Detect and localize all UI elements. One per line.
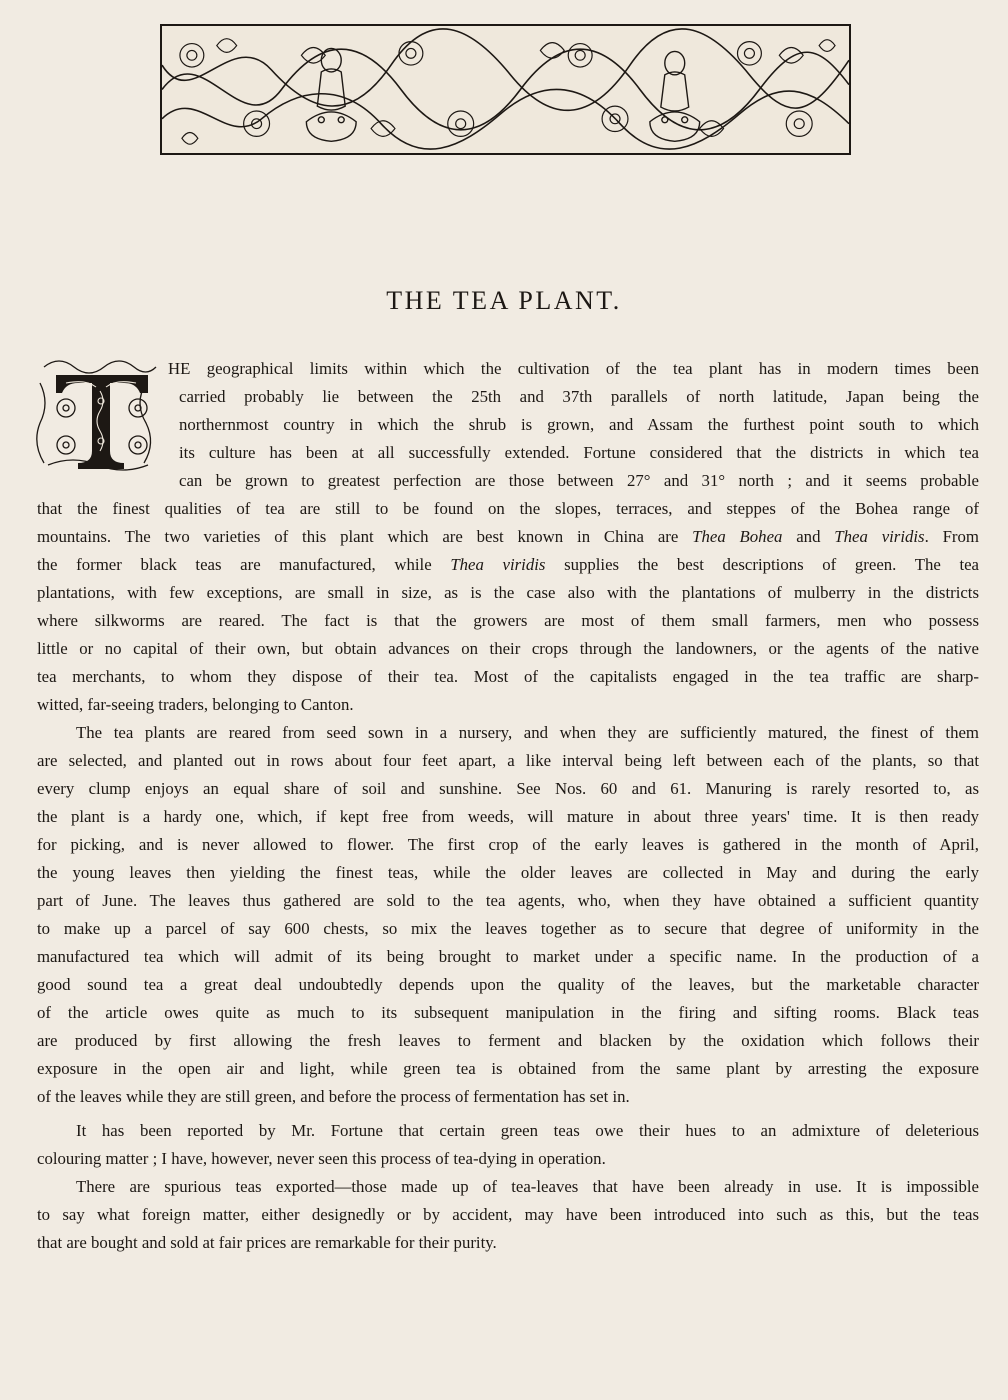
text-line: There are spurious teas exported—those made up of tea-leaves that have been already in use. It is impossible xyxy=(76,1177,979,1196)
text-line: mountains. The two varieties of this plant which are best known in China are Thea Bohea and Thea viridis. From xyxy=(37,527,979,546)
text-line: that are bought and sold at fair prices are remarkable for their purity. xyxy=(37,1233,497,1252)
text-line: The tea plants are reared from seed sown in a nursery, and when they are sufficiently matured, the finest of them xyxy=(76,723,979,742)
text-line: can be grown to greatest perfection are those between 27° and 31° north ; and it seems probable xyxy=(179,471,979,490)
text-line: for picking, and is never allowed to flower. The first crop of the early leaves is gathered in the month of April, xyxy=(37,835,979,854)
species-name: Thea viridis xyxy=(834,527,925,546)
text-line: manufactured tea which will admit of its being brought to market under a specific name. In the production of a xyxy=(37,947,979,966)
text-line: are produced by first allowing the fresh leaves to ferment and blacken by the oxidation which follows their xyxy=(37,1031,979,1050)
text-line: of the article owes quite as much to its subsequent manipulation in the firing and sifting rooms. Black teas xyxy=(37,1003,979,1022)
text-line: every clump enjoys an equal share of soil and sunshine. See Nos. 60 and 61. Manuring is rarely resorted to, as xyxy=(37,779,979,798)
text-line: little or no capital of their own, but obtain advances on their crops through the landowners, or the agents of the native xyxy=(37,639,979,658)
decorated-initial xyxy=(36,353,164,476)
text-line: to say what foreign matter, either designedly or by accident, may have been introduced into such as this, but the teas xyxy=(37,1205,979,1224)
text-line: plantations, with few exceptions, are small in size, as is the case also with the plantations of mulberry in the districts xyxy=(37,583,979,602)
text-line: colouring matter ; I have, however, never seen this process of tea-dying in operation. xyxy=(37,1149,606,1168)
text-line: exposure in the open air and light, while green tea is obtained from the same plant by arresting the exposure xyxy=(37,1059,979,1078)
text-line: the young leaves then yielding the finest teas, while the older leaves are collected in May and during the early xyxy=(37,863,979,882)
text-line: are selected, and planted out in rows about four feet apart, a like interval being left between each of the plants, so that xyxy=(37,751,979,770)
ornamental-headpiece xyxy=(160,24,851,155)
text-line: part of June. The leaves thus gathered are sold to the tea agents, who, when they have obtained a sufficient quantity xyxy=(37,891,979,910)
floral-vine-ornament-icon xyxy=(162,26,849,153)
species-name: Thea Bohea xyxy=(692,527,783,546)
text-line: that the finest qualities of tea are still to be found on the slopes, terraces, and steppes of the Bohea range of xyxy=(37,499,979,518)
text-line: of the leaves while they are still green, and before the process of fermentation has set in. xyxy=(37,1087,630,1106)
text-line: witted, far-seeing traders, belonging to Canton. xyxy=(37,695,354,714)
text-line: where silkworms are reared. The fact is that the growers are most of them small farmers, men who possess xyxy=(37,611,979,630)
text-line: It has been reported by Mr. Fortune that certain green teas owe their hues to an admixture of deleterious xyxy=(76,1121,979,1140)
text-line: northernmost country in which the shrub is grown, and Assam the furthest point south to which xyxy=(179,415,979,434)
text-line: HE geographical limits within which the cultivation of the tea plant has in modern times been xyxy=(168,359,979,378)
text-line: the plant is a hardy one, which, if kept free from weeds, will mature in about three years' time. It is then ready xyxy=(37,807,979,826)
text-line: to make up a parcel of say 600 chests, so mix the leaves together as to secure that degree of uniformity in the xyxy=(37,919,979,938)
text-line: good sound tea a great deal undoubtedly depends upon the quality of the leaves, but the marketable character xyxy=(37,975,979,994)
text-line: tea merchants, to whom they dispose of their tea. Most of the capitalists engaged in the tea traffic are sharp- xyxy=(37,667,979,686)
text-line: carried probably lie between the 25th and 37th parallels of north latitude, Japan being the xyxy=(179,387,979,406)
species-name: Thea viridis xyxy=(450,555,546,574)
decorated-initial-t-icon xyxy=(36,353,164,476)
text-line: its culture has been at all successfully extended. Fortune considered that the districts in which tea xyxy=(179,443,979,462)
text-line: the former black teas are manufactured, while Thea viridis supplies the best descriptions of green. The tea xyxy=(37,555,979,574)
page-title: THE TEA PLANT. xyxy=(386,286,622,315)
